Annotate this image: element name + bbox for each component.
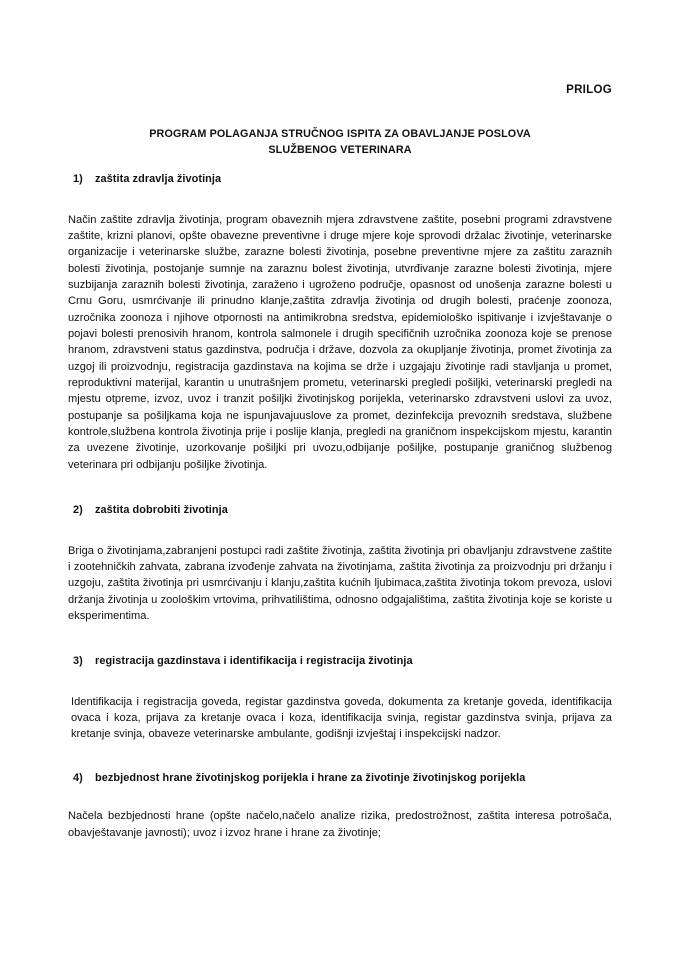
spacer: [68, 473, 612, 503]
section-3-paragraph: Identifikacija i registracija goveda, registar gazdinstva goveda, dokumenta za kretanje goveda, identifikacija ovaca i koza, prijava za kretanje ovaca i koza, identifikacija svinja, registar gazdinstva svinja, prijava za kretanje svinja, obaveze veterinarske ambulante, godišnji izvještaj i inspekcijski nadzor.: [71, 695, 612, 741]
annex-label: PRILOG: [566, 84, 612, 96]
section-4-heading-text: bezbjednost hrane životinjskog porijekla i hrane za životinje životinjskog porijekla: [95, 771, 526, 784]
spacer: [68, 670, 612, 694]
section-1-heading-text: zaštita zdravlja životinja: [95, 173, 222, 185]
section-1-paragraph: Način zaštite zdravlja životinja, program obaveznih mjera zdravstvene zaštite, posebni programi zdravstvene zaštite, krizni planovi, opšte obavezne preventivne i druge mjere koje sprovodi držalac životinje, veterinarske organizacije i veterinarske službe, zarazne bolesti životinja, posebne preventivne mjere za zaštitu zaraznih bolesti životinja, postojanje sumnje na zaraznu bolest životinja, utvrđivanje zarazne bolesti životinja, mjere suzbijanja zaraznih bolesti životinja, zaraženo i ugroženo područje, opasnost od unošenja zarazne bolesti u Crnu Goru, usmrćivanje ili prinudno klanje,zaštita zdravlja životinja od drugih bolesti, praćenje zoonoza, uzročnika zoonoza i njihove otpornosti na antimikrobna sredstva, epidemiološko ispitivanje i izvještavanje o pojavi bolesti prenosivih hranom, kontrola salmonele i drugih specifičnih uzročnika zoonoza koje se prenose hranom, zdravstveni status gazdinstva, područja i države, dozvola za okupljanje životinja, promet životinja za uzgoj ili proizvodnju, registracija gazdinstava na kojima se drže i uzgajaju životinje radi stavljanja u promet, reproduktivni materijal, karantin u unutrašnjem prometu, veterinarski pregledi pošiljki, veterinarski pregledi na mjestu otpreme, izvoz, uvoz i tranzit pošiljki životinjskog porijekla, veterinarsko zdravstveni uslovi za uvoz, postupanje sa pošiljkama koja ne ispunjavajuuslove za promet, dezinfekcija prevoznih sredstava, službene kontrole,službena kontrola životinja prije i poslije klanja, pregledi na graničnom inspekcijskom mjestu, karantin za uvezene životinje, uzorkovanje pošiljki pri uvozu,odbijanje pošiljke, postupanje graničnog službenog veterinara pri odbijanju pošiljke životinja.: [68, 213, 612, 471]
section-4-heading: [73, 771, 612, 787]
section-3: [68, 654, 612, 743]
section-1-heading: [73, 172, 612, 188]
spacer: [68, 188, 612, 212]
spacer: [68, 624, 612, 654]
document-title-line-1: PROGRAM POLAGANJA STRUČNOG ISPITA ZA OBAVLJANJE POSLOVA: [149, 128, 531, 140]
spacer: [68, 519, 612, 543]
section-4-number: 4): [73, 771, 83, 784]
document-title: [60, 127, 620, 158]
spacer: [68, 743, 612, 771]
document-title-line-2: SLUŽBENOG VETERINARA: [268, 143, 412, 156]
section-2-heading-text: zaštita dobrobiti životinja: [95, 504, 228, 516]
section-2-heading: [73, 503, 612, 519]
spacer: [68, 786, 612, 808]
section-3-number: 3): [73, 655, 83, 668]
section-2-number: 2): [73, 504, 83, 516]
section-1: [68, 172, 612, 473]
section-1-number: 1): [73, 173, 83, 185]
section-4: [68, 771, 612, 841]
section-3-heading: [73, 654, 612, 670]
annex-label-row: [0, 80, 612, 98]
section-2-paragraph: Briga o životinjama,zabranjeni postupci radi zaštite životinja, zaštita životinja pri obavljanju zdravstvene zaštite i zootehničkih zahvata, zabrana izvođenje zahvata na životinjama, zaštita životinja za proizvodnju pri držanju i uzgoju, zaštita životinja pri usmrćivanju i klanju,zaštita kućnih ljubimaca,zaštita životinja tokom prevoza, uslovi držanja životinja u zoološkim vrtovima, prihvatilištima, odnosno odgajalištima, zaštita životinja koje se koriste u eksperimentima.: [68, 544, 612, 622]
document-body: [68, 172, 612, 841]
section-2: [68, 503, 612, 624]
section-4-paragraph: Načela bezbjednosti hrane (opšte načelo,načelo analize rizika, predostrožnost, zaštita interesa potrošača, obavještavanje javnosti); uvoz i izvoz hrane i hrane za životinje;: [68, 810, 612, 839]
section-3-heading-text: registracija gazdinstava i identifikacija i registracija životinja: [95, 655, 413, 668]
